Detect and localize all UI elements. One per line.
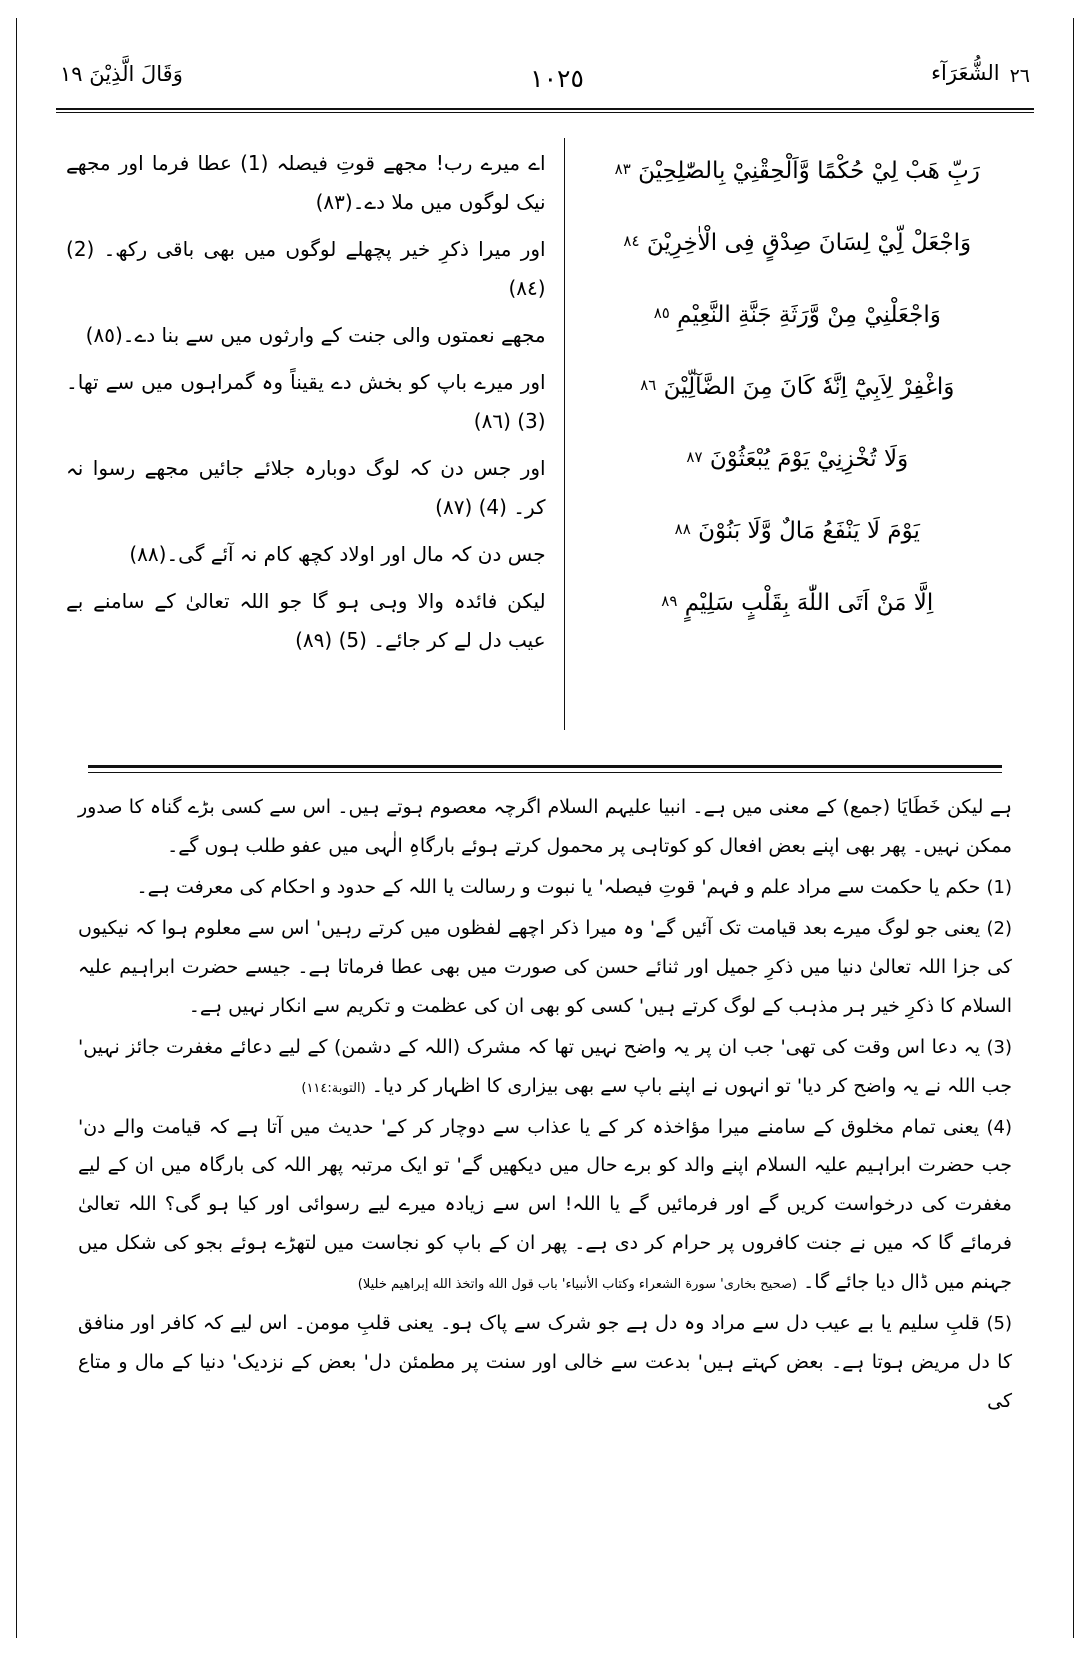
ayah-text: وَلَا تُخْزِنِيْ يَوْمَ يُبْعَثُوْنَ <box>709 446 909 472</box>
translation-line: اور میرے باپ کو بخش دے یقیناً وہ گمراہوں میں سے تھا۔ (3) (٨٦) <box>66 370 546 433</box>
ayah-text: وَاجْعَلْ لِّيْ لِسَانَ صِدْقٍ فِى الْاٰخِرِيْنَ <box>646 230 972 256</box>
ayah-line <box>581 220 1014 266</box>
translation-line: اے میرے رب! مجھے قوتِ فیصلہ (1) عطا فرما اور مجھے نیک لوگوں میں ملا دے۔(٨٣) <box>66 151 546 214</box>
ayah-number: ٨٣ <box>614 160 631 178</box>
footnote-item <box>78 1304 1012 1421</box>
page-header <box>60 62 1030 106</box>
footnote-item <box>78 1108 1012 1303</box>
header-rule <box>56 108 1034 110</box>
header-rule-thin <box>56 112 1034 113</box>
translation-line: مجھے نعمتوں والی جنت کے وارثوں میں سے بنا دے۔(٨٥) <box>85 323 546 347</box>
footnote-number: (4) <box>986 1116 1012 1138</box>
footnote-text: یعنی جو لوگ میرے بعد قیامت تک آئیں گے' وہ میرا ذکر اچھے لفظوں میں کرتے رہیں' اس سے معلوم ہوا کہ نیکیوں کی جزا اللہ تعالیٰ دنیا میں ذکرِ جمیل اور ثنائے حسن کی صورت میں بھی عطا فرماتا ہے۔ جیسے حضرت ابراہیم علیہ السلام کا ذکرِ خیر ہر مذہب کے لوگ کرتے ہیں' کسی کو بھی ان کی عظمت و تکریم سے انکار نہیں ہے۔ <box>78 916 1012 1017</box>
footnote-text: یعنی تمام مخلوق کے سامنے میرا مؤاخذہ کر کے یا عذاب سے دوچار کر کے' حدیث میں آتا ہے کہ قیامت والے دن' جب حضرت ابراہیم علیہ السلام اپنے والد کو برے حال میں دیکھیں گے' تو ایک مرتبہ پھر اللہ کی بارگاہ میں ان کے لیے مغفرت کی درخواست کریں گے اور فرمائیں گے یا اللہ! اس سے زیادہ میرے لیے رسوائی اور کیا ہو گی؟ اللہ تعالیٰ فرمائے گا کہ میں نے جنت کافروں پر حرام کر دی ہے۔ پھر ان کے باپ کو نجاست میں لتھڑے ہوئے بجو کی شکل میں جہنم میں ڈال دیا جائے گا۔ <box>78 1115 1012 1294</box>
ayah-number: ٨٩ <box>661 592 678 610</box>
translation-line: جس دن کہ مال اور اولاد کچھ کام نہ آئے گی۔(٨٨) <box>129 542 546 566</box>
ayah-text: يَوْمَ لَا يَنْفَعُ مَالٌ وَّلَا بَنُوْنَ <box>698 518 920 544</box>
ayah-number: ٨٧ <box>686 448 703 466</box>
footnote-text: قلبِ سلیم یا بے عیب دل سے مراد وہ دل ہے جو شرک سے پاک ہو۔ یعنی قلبِ مومن۔ اس لیے کہ کافر اور منافق کا دل مریض ہوتا ہے۔ بعض کہتے ہیں' بدعت سے خالی اور سنت پر مطمئن دل' بعض کے نزدیک' دنیا کے مال و متاع کی <box>78 1312 1012 1413</box>
footnote-number: (3) <box>986 1036 1012 1058</box>
ayah-line <box>581 508 1014 554</box>
footnote-item <box>78 909 1012 1026</box>
footnote-text: حکم یا حکمت سے مراد علم و فہم' قوتِ فیصلہ' یا نبوت و رسالت یا اللہ کے حدود و احکام کی معرفت ہے۔ <box>136 875 981 898</box>
footnote-separator-thin <box>88 772 1002 773</box>
footnote-item <box>78 868 1012 907</box>
footnote-separator <box>88 765 1002 768</box>
page-number: ١٠٢٥ <box>530 64 584 93</box>
ayah-text: رَبِّ هَبْ لِيْ حُكْمًا وَّاَلْحِقْنِيْ بِالصّٰلِحِيْنَ <box>638 158 980 184</box>
footnotes-section <box>78 788 1012 1423</box>
ayah-line <box>581 436 1014 482</box>
page-border-right <box>1073 18 1074 1638</box>
ayah-number: ٨٤ <box>623 232 640 250</box>
ayah-line <box>581 364 1014 410</box>
footnote-item <box>78 1028 1012 1106</box>
surah-name: الشُّعَرَآء <box>931 61 1000 85</box>
translation-line: اور جس دن کہ لوگ دوبارہ جلائے جائیں مجھے رسوا نہ کر۔ (4) (٨٧) <box>66 456 546 519</box>
ayah-line <box>581 148 1014 194</box>
footnote-number: (2) <box>986 917 1012 939</box>
arabic-column <box>571 130 1030 740</box>
footnote-reference: (التوبة:١١٤) <box>301 1080 366 1096</box>
footnote-number: (1) <box>986 876 1012 898</box>
page-border-left <box>16 18 17 1638</box>
urdu-translation-column <box>60 130 558 740</box>
footnote-reference: (صحیح بخاری' سورة الشعراء وکتاب الأنبیاء' باب قول الله واتخذ الله إبراهيم خليلا) <box>357 1277 798 1293</box>
ayah-text: وَاغْفِرْ لِاَبِيْٓ اِنَّهٗ كَانَ مِنَ الضَّآلِّيْنَ <box>663 374 955 400</box>
translation-line: لیکن فائدہ والا وہی ہو گا جو اللہ تعالیٰ کے سامنے بے عیب دل لے کر جائے۔ (5) (٨٩) <box>66 589 546 652</box>
ayah-text: وَاجْعَلْنِيْ مِنْ وَّرَثَةِ جَنَّةِ النَّعِيْمِ <box>677 302 941 328</box>
text-columns <box>60 130 1030 740</box>
footnote-text: یہ دعا اس وقت کی تھی' جب ان پر یہ واضح نہیں تھا کہ مشرک (اللہ کے دشمن) کے لیے دعائے مغفرت جائز نہیں' جب اللہ نے یہ واضح کر دیا' تو انہوں نے اپنے باپ سے بھی بیزاری کا اظہار کر دیا۔ <box>78 1035 1012 1097</box>
footnote-continuation: ہے لیکن خَطَايَا (جمع) کے معنی میں ہے۔ انبیا علیہم السلام اگرچہ معصوم ہوتے ہیں۔ اس سے کسی بڑے گناہ کا صدور ممکن نہیں۔ پھر بھی اپنے بعض افعال کو کوتاہی پر محمول کرتے ہوئے بارگاہِ الٰہی میں عفو طلب ہوں گے۔ <box>78 796 1012 857</box>
ayah-line <box>581 580 1014 626</box>
ayah-text: اِلَّا مَنْ اَتَى اللّٰهَ بِقَلْبٍ سَلِيْمٍ <box>684 590 934 616</box>
translation-line: اور میرا ذکرِ خیر پچھلے لوگوں میں بھی باقی رکھ۔ (2) (٨٤) <box>66 237 546 300</box>
footnote-number: (5) <box>986 1313 1012 1335</box>
ayah-number: ٨٥ <box>653 304 670 322</box>
ayah-number: ٨٨ <box>674 520 691 538</box>
header-surah-group <box>931 62 1030 87</box>
para-name: وَقَالَ الَّذِيْنَ ١٩ <box>60 62 183 86</box>
ayah-number: ٨٦ <box>640 376 657 394</box>
column-divider <box>564 138 565 730</box>
surah-number: ٢٦ <box>1009 65 1030 87</box>
ayah-line <box>581 292 1014 338</box>
